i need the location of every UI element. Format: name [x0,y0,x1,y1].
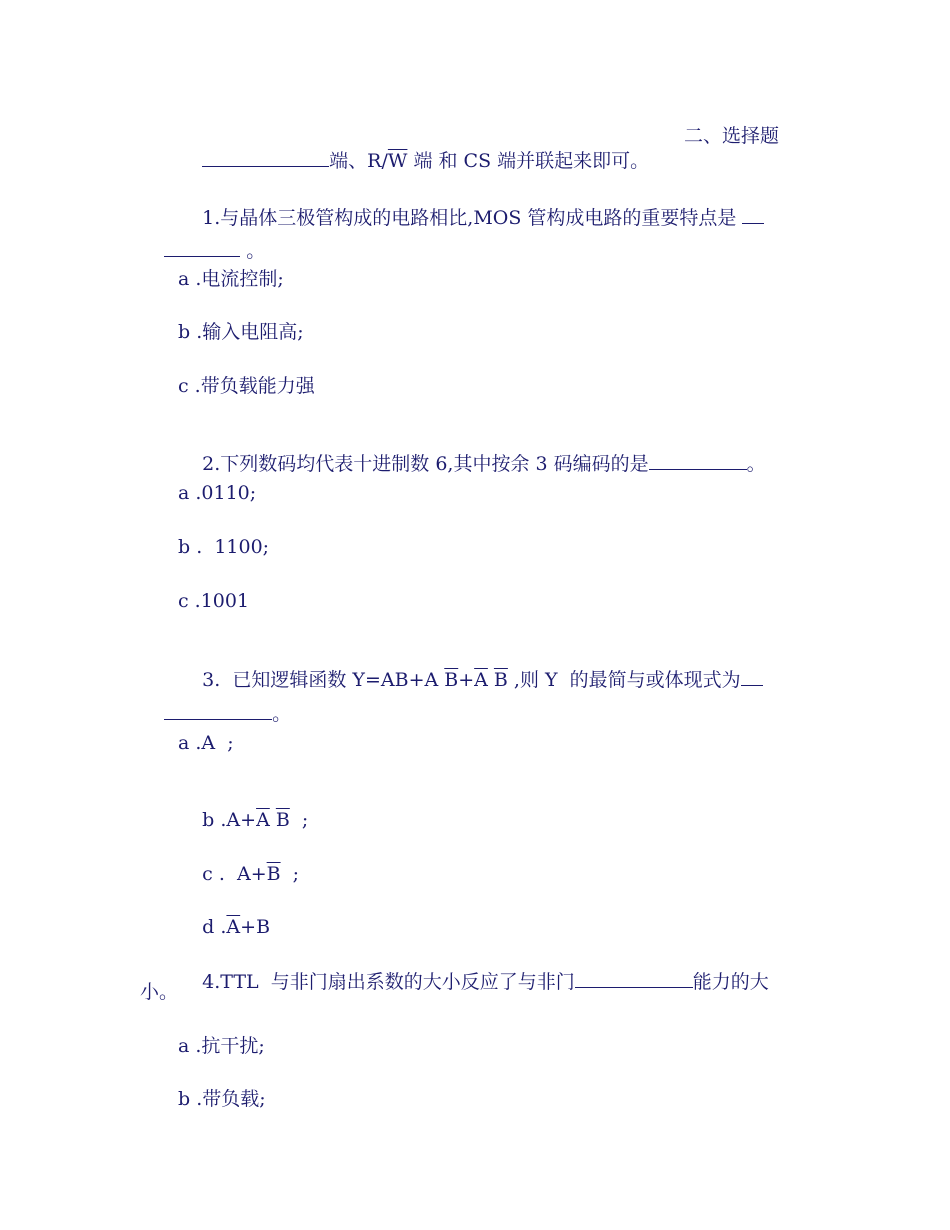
q3-overline-b: $\overline{B}$ [444,669,459,691]
q3-part: 3. 已知逻辑函数 Y=AB+A [202,669,445,691]
opt3b-overline-a: $\overline{A}$ [256,809,270,831]
opt3d-overline-a: $\overline{A}$ [226,916,241,938]
intro-rest: 端 和 CS 端并联起来即可。 [407,150,650,172]
w-overline: $\overline{W}$ [387,150,408,172]
opt3c-part: ; [280,863,300,885]
section-heading: 二、选择题 [684,125,780,147]
q3-overline-a: $\overline{A}$ [474,669,488,691]
option-2b: b . 1100; [178,536,270,558]
question-3-end: 。 [272,703,292,725]
question-4-end: 能力的大 [692,971,769,993]
answer-blank [742,205,764,224]
opt3c-part: c . A+ [202,863,267,885]
opt3d-part: d . [202,916,227,938]
opt3b-part: b .A+ [202,809,257,831]
answer-blank [164,701,272,720]
option-1a: a .电流控制; [178,268,284,290]
option-2a: a .0110; [178,482,257,504]
answer-blank [741,667,763,686]
question-4-stem-cont: 小。 [140,981,179,1003]
option-4b: b .带负载; [178,1088,266,1110]
question-1-text: 1.与晶体三极管构成的电路相比,MOS 管构成电路的重要特点是 [202,207,743,229]
option-1b: b .输入电阻高; [178,321,304,343]
answer-blank [164,238,240,257]
q3-overline-b: $\overline{B}$ [493,669,508,691]
question-1-end: 。 [240,240,266,262]
opt3b-overline-b: $\overline{B}$ [275,809,290,831]
option-2c: c .1001 [178,590,250,612]
question-4-text: 4.TTL 与非门扇出系数的大小反应了与非门 [202,971,575,993]
option-4a: a .抗干扰; [178,1035,265,1057]
answer-blank [202,148,329,167]
question-1-stem [178,181,764,254]
q3-part: ,则 Y 的最简与或体现式为 [507,669,741,691]
intro-tail: 端、R/ [329,150,388,172]
opt3d-part: +B [240,916,271,938]
question-2-text: 2.下列数码均代表十进制数 6,其中按余 3 码编码的是 [202,453,649,475]
option-3a: a .A ; [178,732,234,754]
question-2-stem [178,427,766,500]
q3-part: + [458,669,475,691]
opt3b-part: ; [289,809,309,831]
opt3c-overline-b: $\overline{B}$ [266,863,281,885]
answer-blank [575,969,693,988]
question-4-stem [178,945,769,1018]
answer-blank [649,451,747,470]
question-2-end: 。 [746,453,766,475]
option-1c: c .带负载能力强 [178,375,315,397]
